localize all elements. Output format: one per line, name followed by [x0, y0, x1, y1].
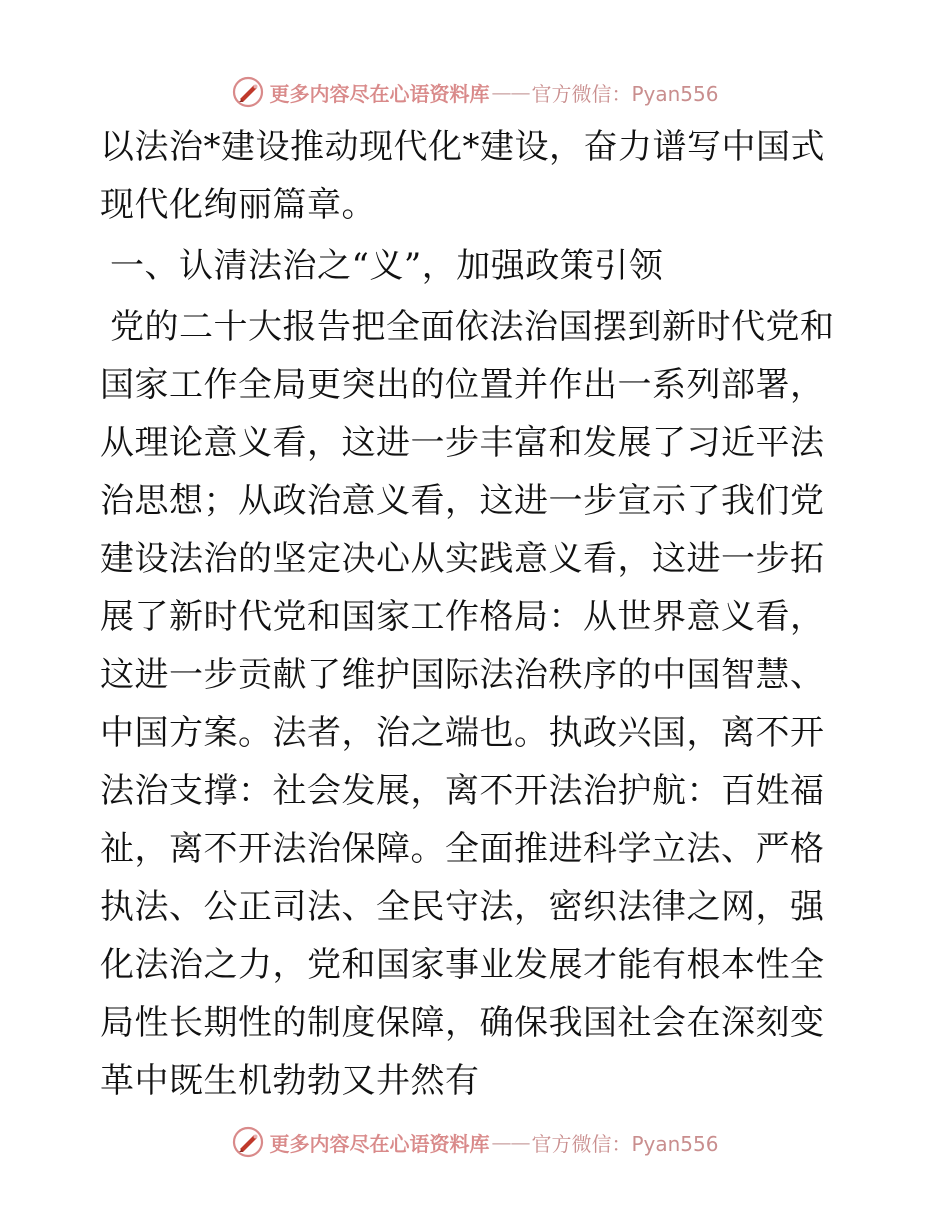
watermark-main-text: 更多内容尽在心语资料库 [269, 1131, 490, 1156]
header-watermark [0, 72, 950, 112]
body-paragraph: 党的二十大报告把全面依法治国摆到新时代党和国家工作全局更突出的位置并作出一系列部署，从理论意义看，这进一步丰富和发展了习近平法治思想；从政治意义看，这进一步宣示了我们党建设法治的坚定决心从实践意义看，这进一步拓展了新时代党和国家工作格局：从世界意义看，这进一步贡献了维护国际法治秩序的中国智慧、中国方案。法者，治之端也。执政兴国，离不开法治支撑：社会发展，离不开法治护航：百姓福祉，离不开法治保障。全面推进科学立法、严格执法、公正司法、全民守法，密织法律之网，强化法治之力，党和国家事业发展才能有根本性全局性长期性的制度保障，确保我国社会在深刻变革中既生机勃勃又井然有 [100, 307, 835, 1101]
intro-paragraph: 以法治*建设推动现代化*建设，奋力谱写中国式现代化绚丽篇章。 [100, 127, 825, 225]
quill-pen-logo-icon [231, 1125, 265, 1159]
watermark-separator: —— [491, 1130, 530, 1154]
document-content [100, 118, 850, 1101]
watermark-suffix-text: 官方微信：Pyan556 [531, 81, 719, 106]
footer-watermark [0, 1122, 950, 1162]
watermark-main-text: 更多内容尽在心语资料库 [269, 81, 490, 106]
quill-pen-logo-icon [231, 75, 265, 109]
section-heading: 一、认清法治之“义”，加强政策引领 [110, 246, 664, 286]
watermark-separator: —— [491, 80, 530, 104]
watermark-suffix-text: 官方微信：Pyan556 [531, 1131, 719, 1156]
